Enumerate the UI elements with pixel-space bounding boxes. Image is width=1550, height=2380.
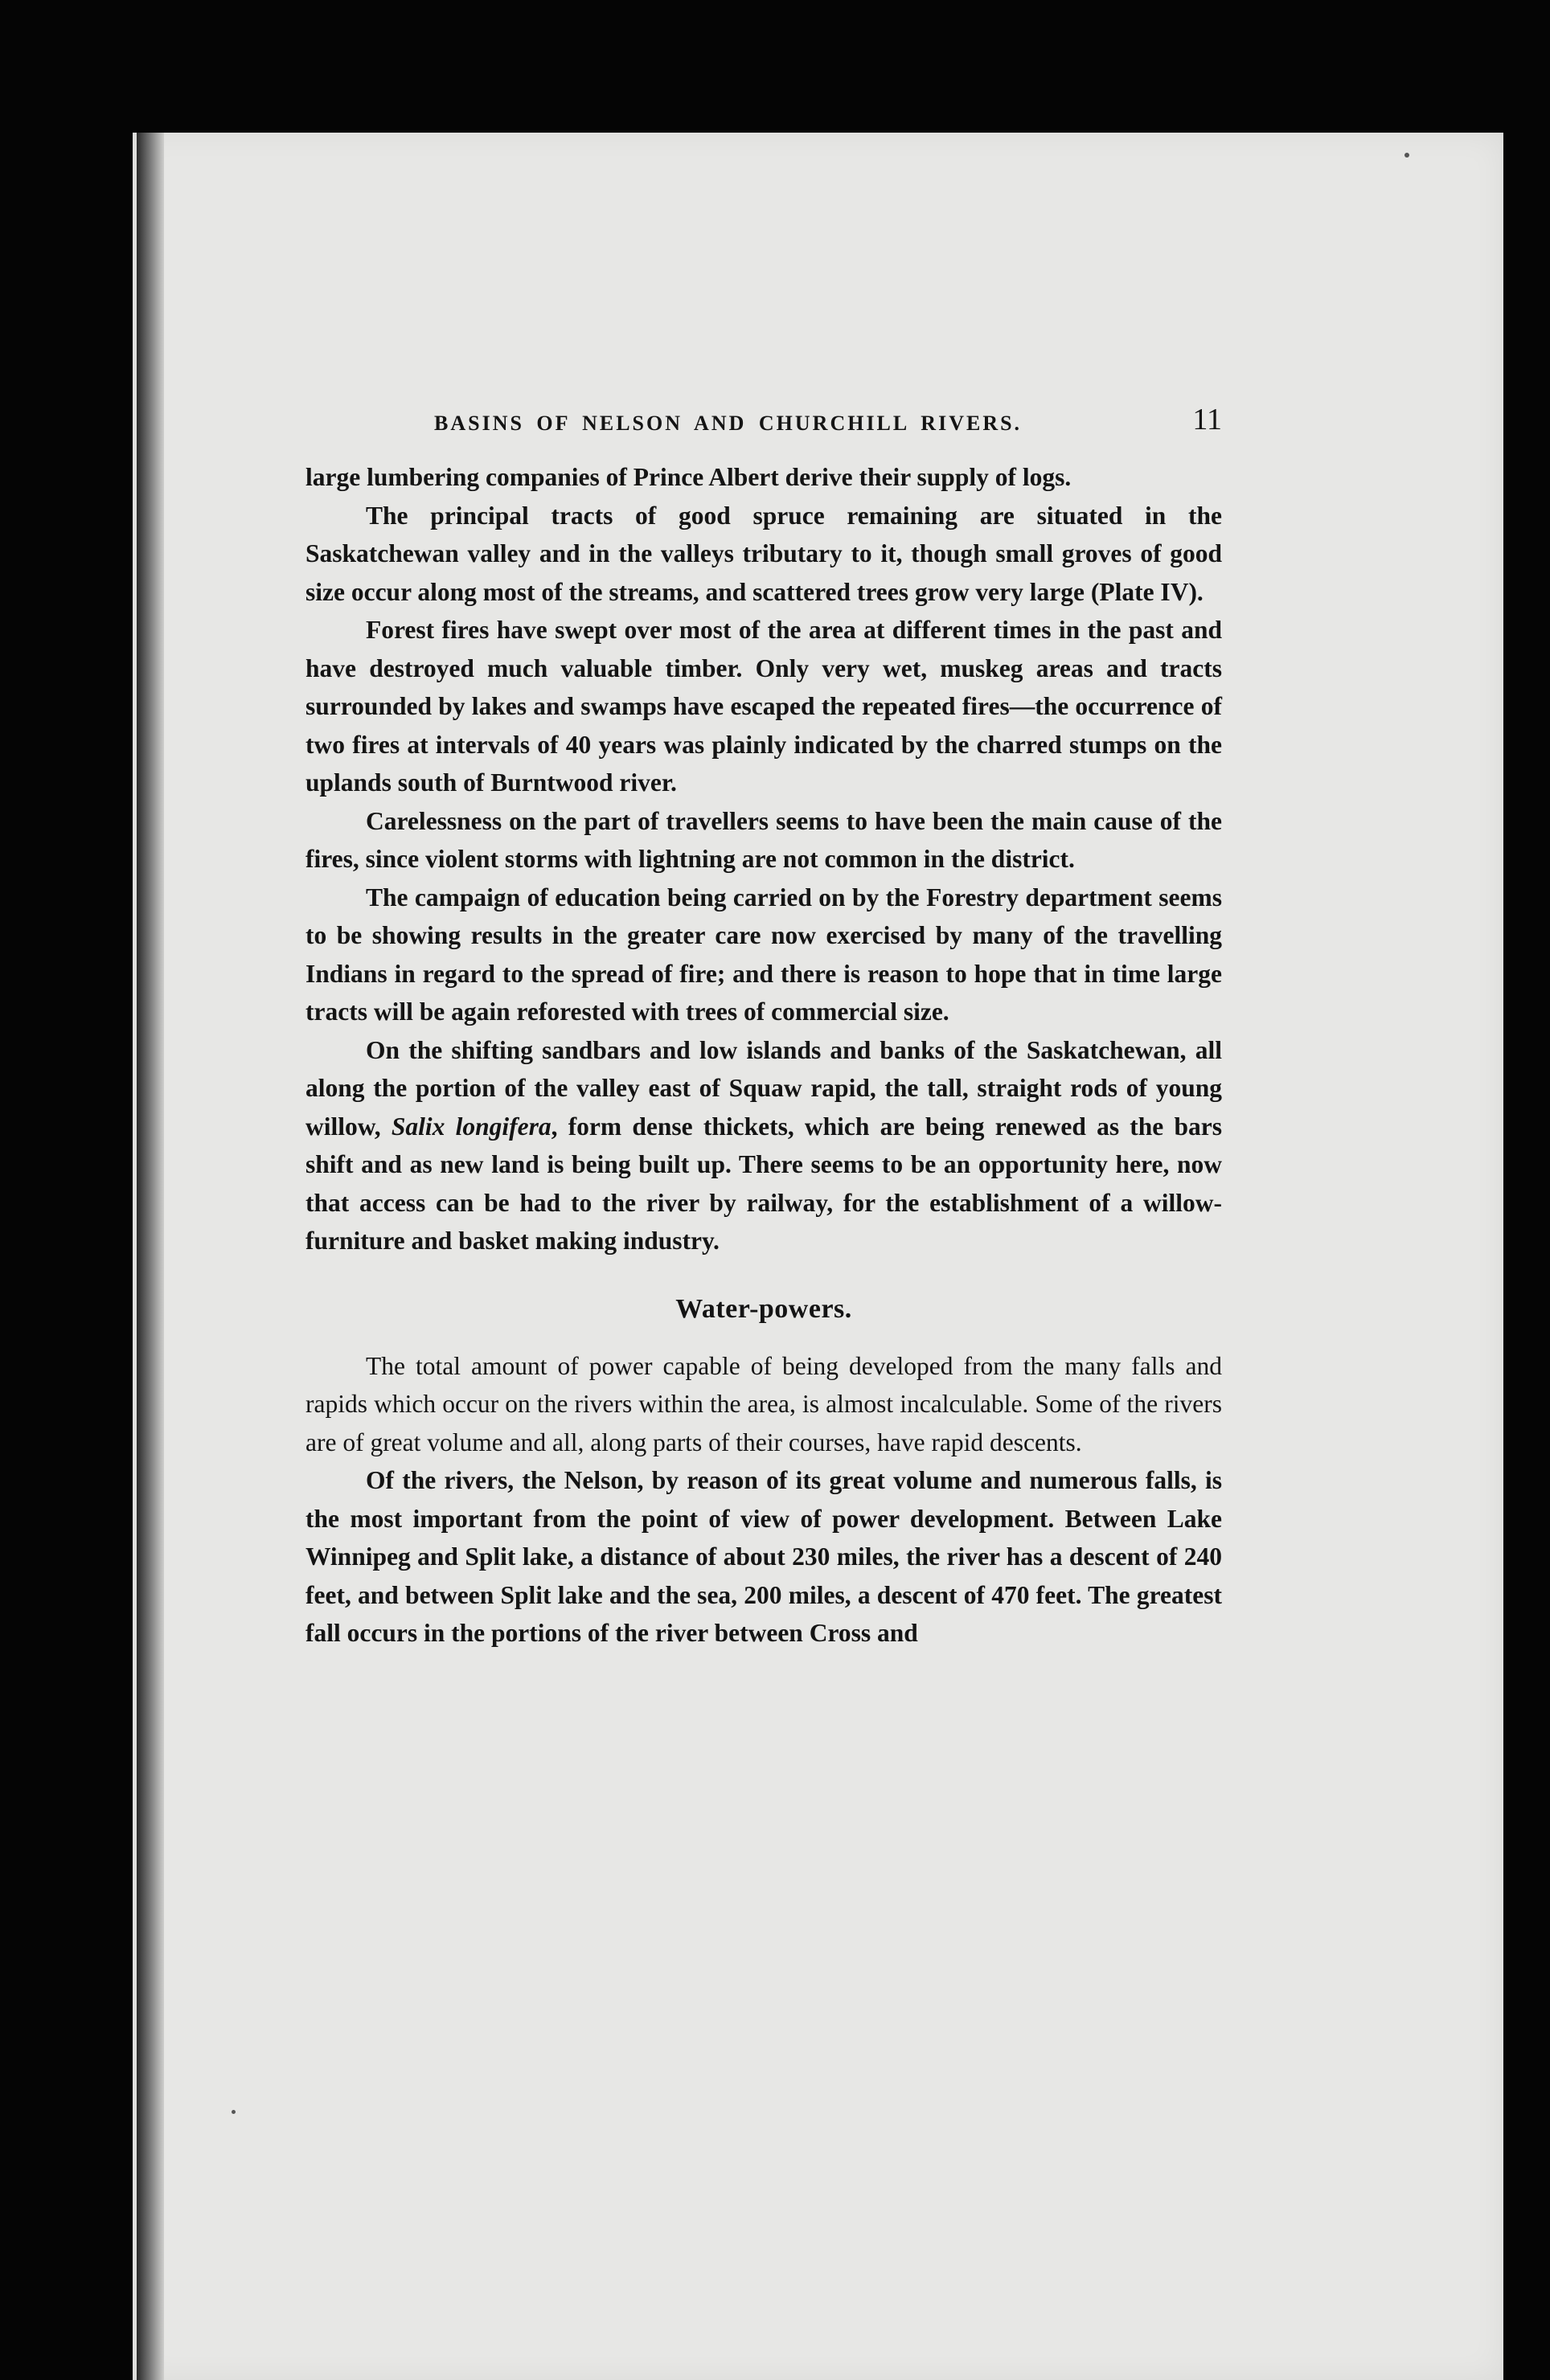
page-number: 11 xyxy=(1192,403,1222,436)
section-heading: Water-powers. xyxy=(675,1293,852,1324)
paragraph xyxy=(305,802,1222,879)
paragraph-text: On the shifting sandbars and low islands and banks of the Saskatchewan, all along the portion of the valley east of Squaw rapid, the tall, straight rods of young willow, xyxy=(305,1035,1222,1141)
running-title: BASINS OF NELSON AND CHURCHILL RIVERS. xyxy=(434,412,1023,435)
paragraph xyxy=(305,1347,1222,1462)
paragraph xyxy=(305,1461,1222,1653)
paragraph-text: The campaign of education being carried on by the Forestry department seems to be showing results in the greater care now exercised by many of the travelling Indians in regard to the spread of fire; and there is reason to hope that in time large tracts will be again reforested with trees of commercial size. xyxy=(305,883,1222,1026)
paragraph xyxy=(305,611,1222,802)
species-name: Salix longifera xyxy=(391,1112,552,1141)
paragraph xyxy=(305,879,1222,1031)
scan-speck xyxy=(1404,153,1409,158)
paragraph-text: The total amount of power capable of being developed from the many falls and rapids which occur on the rivers within the area, is almost incalculable. Some of the rivers are of great volume and all, along parts of their courses, have rapid descents. xyxy=(305,1351,1222,1456)
paragraph xyxy=(305,497,1222,612)
paragraph xyxy=(305,1031,1222,1260)
page-text-block xyxy=(305,402,1222,1653)
paragraph-text: Forest fires have swept over most of the area at different times in the past and have destroyed much valuable timber. Only very wet, muskeg areas and tracts surrounded by lakes and swamps have escaped the repeated fires—the occurrence of two fires at intervals of 40 years was plainly indicated by the charred stumps on the uplands south of Burntwood river. xyxy=(305,616,1222,797)
paragraph-text: Of the rivers, the Nelson, by reason of its great volume and numerous falls, is the most important from the point of view of power development. Between Lake Winnipeg and Split lake, a distance of about 230 miles, the river has a descent of 240 feet, and between Split lake and the sea, 200 miles, a descent of 470 feet. The greatest fall occurs in the portions of the river between Cross and xyxy=(305,1466,1222,1647)
paragraph-text: The principal tracts of good spruce remaining are situated in the Saskatchewan valley and in the valleys tributary to it, though small groves of good size occur along most of the streams, and scattered trees grow very large (Plate IV). xyxy=(305,501,1222,606)
paragraph-text: Carelessness on the part of travellers seems to have been the main cause of the fires, since violent storms with lightning are not common in the district. xyxy=(305,806,1222,873)
paragraph-text: large lumbering companies of Prince Albert derive their supply of logs. xyxy=(305,463,1072,491)
page-binding-edge xyxy=(137,133,164,2380)
paragraph xyxy=(305,458,1222,497)
running-head xyxy=(305,402,1222,458)
scan-speck xyxy=(232,2110,236,2114)
paragraph-text: , form dense thickets, which are being renewed as the bars shift and as new land is being built up. There seems to be an opportunity here, now that access can be had to the river by railway, for the establishment of a willow-furniture and basket making industry. xyxy=(305,1112,1223,1255)
